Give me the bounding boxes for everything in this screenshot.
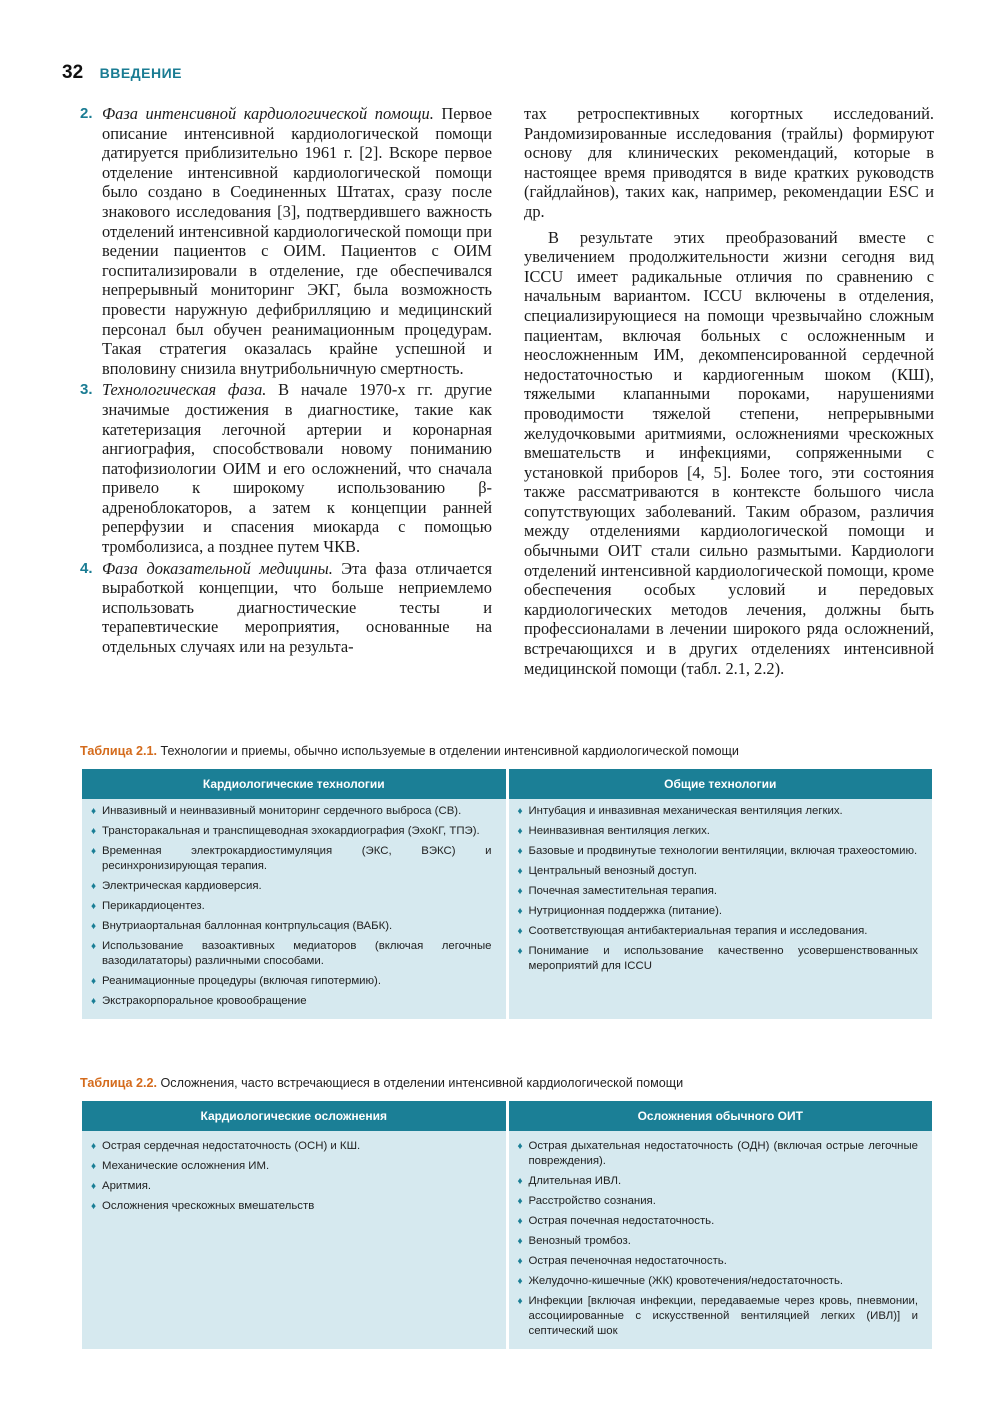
table-cell-text: Перикардиоцентез. [102, 900, 205, 912]
bullet-icon: ♦ [91, 1161, 97, 1172]
table1-header-general: Общие технологии [509, 769, 933, 799]
table-row [90, 1139, 492, 1154]
running-head [62, 62, 182, 84]
table-cell-text: Острая почечная недостаточность. [528, 1215, 715, 1227]
table2-label: Таблица 2.2. [80, 1076, 157, 1090]
table2-caption-text: Осложнения, часто встречающиеся в отделении интенсивной кардиологической помощи [157, 1076, 684, 1090]
table1-label: Таблица 2.1. [80, 744, 157, 758]
bullet-icon: ♦ [91, 1181, 97, 1192]
table-cell-text: Центральный венозный доступ. [528, 865, 698, 877]
table-cell-text: Почечная заместительная терапия. [528, 885, 718, 897]
table-row [517, 904, 919, 919]
bullet-icon: ♦ [517, 1256, 523, 1267]
table1-caption [80, 744, 739, 758]
item-number: 2. [80, 105, 93, 122]
table-cell-text: Инфекции [включая инфекции, передаваемые через кровь, пневмонии, ассоциированные с искусственной вентиляцией легких (ИВЛ)] и септический шок [528, 1295, 918, 1337]
table1-body [82, 799, 932, 1019]
item-term: Технологическая фаза. [102, 380, 267, 400]
table-row [517, 944, 919, 974]
item-text: В начале 1970-х гг. другие значимые достижения в диагностике, такие как катетеризация легочной артерии и коронарная ангиография, способствовали новому пониманию патофизиологии ОИМ и его осложнений, что сначала привело к широкому использованию β-адреноблокаторов, а затем к концепции ранней реперфузии и спасения миокарда с помощью тромболизиса, а позднее путем ЧКВ. [102, 380, 492, 557]
bullet-icon: ♦ [517, 1276, 523, 1287]
table-cell-text: Соответствующая антибактериальная терапия и исследования. [528, 925, 868, 937]
table-cell-text: Расстройство сознания. [528, 1195, 656, 1207]
table-cell-text: Осложнения чрескожных вмешательств [102, 1200, 315, 1212]
table-row [517, 824, 919, 839]
list-item [80, 104, 492, 378]
table2-col-icu [509, 1131, 933, 1349]
table2 [82, 1101, 932, 1349]
table-row [517, 1214, 919, 1229]
table-row [90, 1199, 492, 1214]
table-row [90, 1159, 492, 1174]
table-cell-text: Внутриаортальная баллонная контрпульсация (ВАБК). [102, 920, 393, 932]
bullet-icon: ♦ [517, 846, 523, 857]
table-row [517, 1294, 919, 1339]
table2-caption [80, 1076, 683, 1090]
table-cell-text: Неинвазивная вентиляция легких. [528, 825, 710, 837]
page-number: 32 [62, 62, 84, 83]
table2-header-icu: Осложнения обычного ОИТ [509, 1101, 933, 1131]
bullet-icon: ♦ [517, 1176, 523, 1187]
table1-header [82, 769, 932, 799]
table-row [517, 1174, 919, 1189]
table-cell-text: Временная электрокардиостимуляция (ЭКС, ВЭКС) и ресинхронизирующая терапия. [102, 845, 492, 872]
bullet-icon: ♦ [91, 976, 97, 987]
table-cell-text: Базовые и продвинутые технологии вентиляции, включая трахеостомию. [528, 845, 918, 857]
table-row [90, 844, 492, 874]
table-cell-text: Понимание и использование качественно усовершенствованных мероприятий для ICCU [528, 945, 918, 972]
table-row [517, 844, 919, 859]
item-number: 3. [80, 381, 93, 399]
bullet-icon: ♦ [517, 906, 523, 917]
table-cell-text: Механические осложнения ИМ. [102, 1160, 270, 1172]
body-paragraph: В результате этих преобразований вместе с увеличением продолжительности жизни сегодня вид ICCU имеет радикальные отличия по сравнению с начальным вариантом. ICCU включены в отделения, специализирующиеся на помощи чрезвычайно сложным пациентам, включая больных с осложненным и неосложненным ИМ, декомпенсированной сердечной недостаточностью и кардиогенным шоком (КШ), тяжелыми клапанными пороками, нарушениями проводимости тяжелой степени, непрерывными желудочковыми аритмиями, осложнениями чрескожных вмешательств и инфекциями, сопряженными с установкой приборов [4, 5]. Более того, эти состояния также рассматриваются в контексте большого числа сопутствующих заболеваний. Таким образом, различия между отделениями кардиологической помощи и обычными ОИТ стали сильно размытыми. Кардиологи отделений интенсивной кардиологической помощи, кроме обеспечения особых условий и передовых кардиологических методов лечения, должны быть профессионалами в лечении широкого ряда осложнений, встречающихся и в других отделениях интенсивной медицинской помощи (табл. 2.1, 2.2). [524, 227, 934, 678]
table-cell-text: Желудочно-кишечные (ЖК) кровотечения/недостаточность. [528, 1275, 844, 1287]
table-row [517, 1254, 919, 1269]
item-text: Эта фаза отличается выработкой концепции, что больше неприемлемо использовать диагностические тесты и терапевтические мероприятия, основанные на отдельных случаях или на результа- [102, 558, 492, 657]
item-term: Фаза интенсивной кардиологической помощи. [102, 104, 434, 123]
table-cell-text: Аритмия. [102, 1180, 152, 1192]
table-row [90, 899, 492, 914]
table1-header-cardio: Кардиологические технологии [82, 769, 506, 799]
table-cell-text: Экстракорпоральное кровообращение [102, 995, 307, 1007]
table-row [517, 1274, 919, 1289]
table-cell-text: Длительная ИВЛ. [528, 1175, 622, 1187]
bullet-icon: ♦ [91, 826, 97, 837]
table-cell-text: Интубация и инвазивная механическая вентиляция легких. [528, 805, 843, 817]
table-row [90, 1179, 492, 1194]
bullet-icon: ♦ [91, 901, 97, 912]
bullet-icon: ♦ [517, 1296, 523, 1307]
item-number: 4. [80, 559, 93, 577]
bullet-icon: ♦ [517, 826, 523, 837]
bullet-icon: ♦ [91, 881, 97, 892]
list-item [80, 380, 492, 556]
table-cell-text: Острая дыхательная недостаточность (ОДН) (включая острые легочные повреждения). [528, 1140, 918, 1167]
bullet-icon: ♦ [91, 1201, 97, 1212]
table-row [90, 804, 492, 819]
table-cell-text: Инвазивный и неинвазивный мониторинг сердечного выброса (СВ). [102, 805, 462, 817]
bullet-icon: ♦ [517, 926, 523, 937]
bullet-icon: ♦ [91, 941, 97, 952]
table-row [90, 939, 492, 969]
table-row [90, 919, 492, 934]
table-row [517, 1139, 919, 1169]
bullet-icon: ♦ [91, 921, 97, 932]
continuation-paragraph: тах ретроспективных когортных исследований. Рандомизированные исследования (трайлы) формируют основу для клинических рекомендаций, которые в настоящее время приводятся в виде кратких руководств (гайдлайнов), таких как, например, рекомендации ESC и др. [524, 104, 934, 221]
bullet-icon: ♦ [517, 1236, 523, 1247]
bullet-icon: ♦ [517, 1141, 523, 1152]
table1 [82, 769, 932, 1019]
table-cell-text: Электрическая кардиоверсия. [102, 880, 262, 892]
table-cell-text: Острая сердечная недостаточность (ОСН) и КШ. [102, 1140, 361, 1152]
bullet-icon: ♦ [517, 806, 523, 817]
table-row [90, 879, 492, 894]
table-cell-text: Острая печеночная недостаточность. [528, 1255, 727, 1267]
table-row [90, 974, 492, 989]
table1-col-cardio [82, 799, 506, 1019]
table1-col-general [509, 799, 933, 1019]
table-row [517, 1234, 919, 1249]
table-cell-text: Использование вазоактивных медиаторов (включая легочные вазодилататоры) различными способами. [102, 940, 492, 967]
table2-header-cardio: Кардиологические осложнения [82, 1101, 506, 1131]
bullet-icon: ♦ [91, 996, 97, 1007]
table2-col-cardio [82, 1131, 506, 1349]
table-row [517, 1194, 919, 1209]
bullet-icon: ♦ [91, 806, 97, 817]
table2-header [82, 1101, 932, 1131]
bullet-icon: ♦ [517, 946, 523, 957]
table-row [90, 824, 492, 839]
table-row [517, 804, 919, 819]
left-column [80, 104, 492, 659]
table1-caption-text: Технологии и приемы, обычно используемые в отделении интенсивной кардиологической помощи [157, 744, 739, 758]
bullet-icon: ♦ [517, 1216, 523, 1227]
right-column [524, 104, 934, 678]
bullet-icon: ♦ [517, 1196, 523, 1207]
bullet-icon: ♦ [517, 886, 523, 897]
bullet-icon: ♦ [91, 1141, 97, 1152]
table-row [517, 864, 919, 879]
table-cell-text: Реанимационные процедуры (включая гипотермию). [102, 975, 382, 987]
table-cell-text: Нутриционная поддержка (питание). [528, 905, 723, 917]
item-text: Первое описание интенсивной кардиологической помощи датируется приблизительно 1961 г. [2]. Вскоре первое отделение интенсивной кардиологической помощи было создано в Соединенных Штатах, сразу после знакового исследования [3], подтвердившего важность отделений интенсивной кардиологической помощи при ведении пациентов с ОИМ. Пациентов с ОИМ госпитализировали в отделение, где обеспечивался непрерывный мониторинг ЭКГ, была возможность провести наружную дефибрилляцию и медицинский персонал был обучен реанимационным процедурам. Такая стратегия оказалась крайне успешной и вполовину снизила внутрибольничную смертность. [102, 104, 493, 378]
section-title: ВВЕДЕНИЕ [99, 65, 182, 81]
table-row [517, 924, 919, 939]
bullet-icon: ♦ [517, 866, 523, 877]
list-item [80, 559, 492, 657]
table-cell-text: Трансторакальная и транспищеводная эхокардиография (ЭхоКГ, ТПЭ). [102, 825, 480, 837]
table2-body [82, 1131, 932, 1349]
table-cell-text: Венозный тромбоз. [528, 1235, 631, 1247]
table-row [517, 884, 919, 899]
table-row [90, 994, 492, 1009]
item-term: Фаза доказательной медицины. [102, 558, 333, 578]
bullet-icon: ♦ [91, 846, 97, 857]
